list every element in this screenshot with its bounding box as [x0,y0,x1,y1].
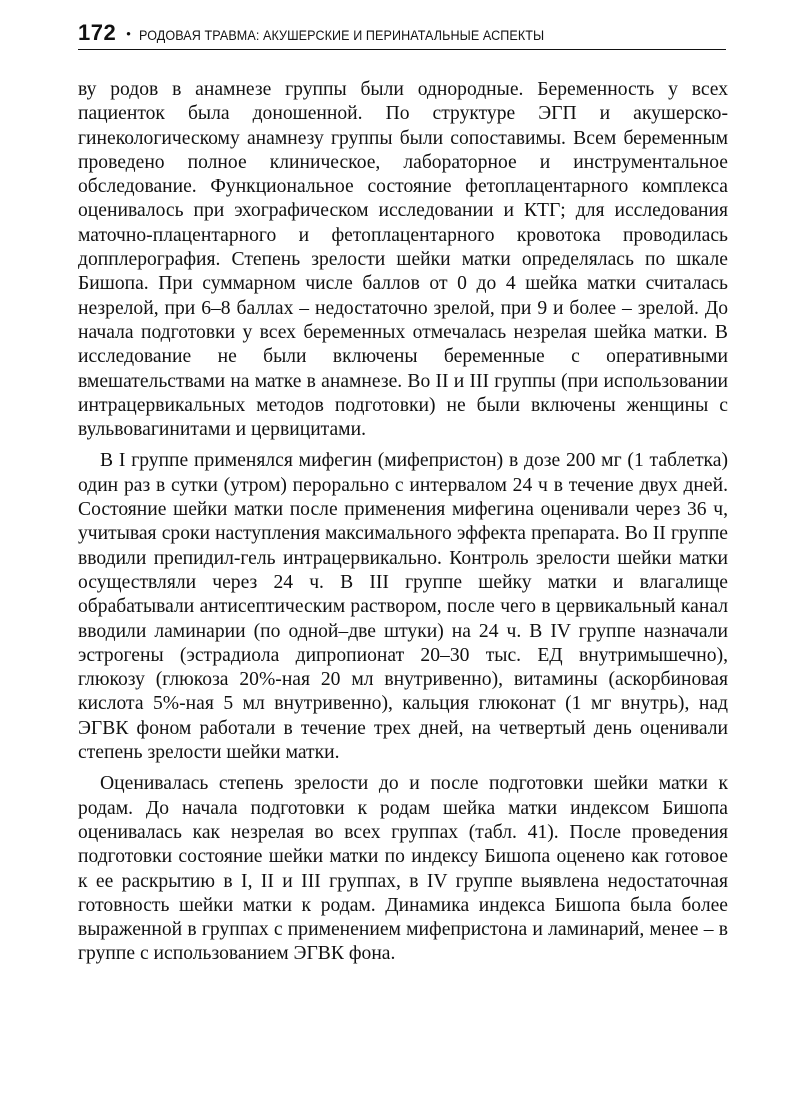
body-text [78,78,728,967]
paragraph-bishop-results: Оценивалась степень зрелости до и после подготовки шейки матки к родам. До начала подготовки к родам шейка матки индексом Бишопа оценивалась как незрелая во всех группах (табл. 41). После проведения подготовки состояние шейки матки по индексу Бишопа оценено как готовое к ее раскрытию в I, II и III группах, в IV группе выявлена недостаточная готовность шейки матки к родам. Динамика индекса Бишопа была более выраженной в группах с применением мифепристона и ламинарий, менее – в группе с использованием ЭГВК фона. [78,773,728,965]
header-rule [78,49,726,50]
chapter-title: РОДОВАЯ ТРАВМА: АКУШЕРСКИЕ И ПЕРИНАТАЛЬНЫЕ АСПЕКТЫ [138,28,544,43]
paragraph-groups-methods: В I группе применялся мифегин (мифепристон) в дозе 200 мг (1 таблетка) один раз в сутки (утром) перорально с интервалом 24 ч в течение двух дней. Состояние шейки матки после применения мифегина оценивали через 36 ч, учитывая сроки наступления максимального эффекта препарата. Во II группе вводили препидил-гель интрацервикально. Контроль зрелости шейки матки осуществляли через 24 ч. В III группе шейку матки и влагалище обрабатывали антисептическим раствором, после чего в цервикальный канал вводили ламинарии (по одной–две штуки) на 24 ч. В IV группе назначали эстрогены (эстрадиола дипропионат 20–30 тыс. ЕД внутримышечно), глюкозу (глюкоза 20%-ная 20 мл внутривенно), витамины (аскорбиновая кислота 5%-ная 5 мл внутривенно), кальция глюконат (1 мг внутрь), над ЭГВК фоном работали в течение трех дней, на четвертый день оценивали степень зрелости шейки матки. [78,450,728,764]
page-number: 172 [78,20,117,45]
header-bullet: • [126,26,131,41]
running-header [78,20,728,50]
paragraph-continuation: ву родов в анамнезе группы были однородные. Беременность у всех пациенток была доношенной. По структуре ЭГП и акушерско-гинекологическому анамнезу группы были сопоставимы. Всем беременным проведено полное клиническое, лабораторное и инструментальное обследование. Функциональное состояние фетоплацентарного комплекса оценивалось при эхографическом исследовании и КТГ; для исследования маточно-плацентарного и фетоплацентарного кровотока проводилась допплерография. Степень зрелости шейки матки определялась по шкале Бишопа. При суммарном числе баллов от 0 до 4 шейка матки считалась незрелой, при 6–8 баллах – недостаточно зрелой, при 9 и более – зрелой. До начала подготовки у всех беременных отмечалась незрелая шейка матки. В исследование не были включены беременные с оперативными вмешательствами на матке в анамнезе. Во II и III группы (при использовании интрацервикальных методов подготовки) не были включены женщины с вульвовагинитами и цервицитами. [78,79,728,441]
